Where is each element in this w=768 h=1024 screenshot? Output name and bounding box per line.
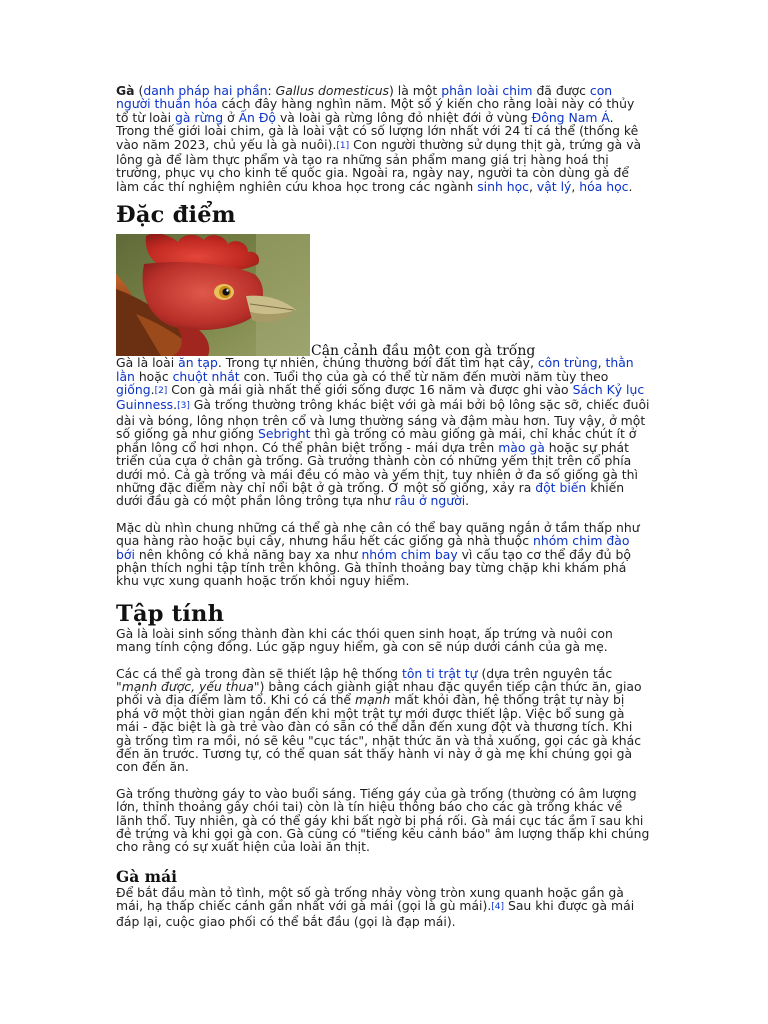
link-sinh-hoc[interactable]: sinh học [477,178,529,194]
link-ton-ti-trat-tu[interactable]: tôn ti trật tự [401,665,478,681]
dac-diem-paragraph-2: Mặc dù nhìn chung những cá thể gà nhẹ cân có thể bay quãng ngắn ở tầm thấp như qua hàng rào hoặc bụi cây, nhưng hầu hết các giống gà nhà thuộc nhóm chim đào bới nên không có khả năng bay xa như nhóm chim bay vì cấu tạo cơ thể đầy đủ bộ phận thích nghi tập tính trên không. Gà thỉnh thoảng bay từng chặp khi khám phá khu vực xung quanh hoặc trốn khỏi nguy hiểm. [116,519,640,589]
link-mao-ga[interactable]: mào gà [498,439,545,455]
link-nhom-chim-dao-boi[interactable]: nhóm chim đào bới [116,533,630,562]
link-danh-phap[interactable]: danh pháp hai phần [143,83,268,98]
link-an-tap[interactable]: ăn tạp [178,355,218,371]
scientific-name: Gallus domesticus [275,83,390,98]
link-nhom-chim-bay[interactable]: nhóm chim bay [361,546,458,562]
link-chuot-nhat[interactable]: chuột nhắt [172,368,240,384]
tap-tinh-paragraph-2: Các cá thể gà trong đàn sẽ thiết lập hệ thống tôn ti trật tự (dựa trên nguyên tắc "mạnh được, yếu thua") bằng cách giành giật nhau đặc quyền tiếp cận thức ăn, giao phối và địa điểm làm tổ. Khi có cá thể mạnh mất khỏi đàn, hệ thống trật tự này bị phá vỡ một thời gian ngắn đến khi một trật tự mới được thiết lập. Việc bổ sung gà mái - đặc biệt là gà trẻ vào đàn có sẵn có thể dẫn đến xung đột và thương tích. Khi gà trống tìm ra mồi, nó sẽ kêu "cục tác", nhặt thức ăn và thả xuống, gọi các gà khác đến ăn trước. Tương tự, có thể quan sát thấy hành vi này ở gà mẹ khi chúng gọi gà con đến ăn. [116,665,642,775]
heading-tap-tinh: Tập tính [116,600,225,627]
heading-dac-diem: Đặc điểm [116,202,236,229]
intro-paragraph: Gà (danh pháp hai phần: Gallus domesticus) là một phân loài chim đã được con người thuần hóa cách đây hàng nghìn năm. Một số ý kiến cho rằng loài này có thủy tổ từ loài gà rừng ở Ấn Độ và loài gà rừng lông đỏ nhiệt đới ở vùng Đông Nam Á. Trong thế giới loài chim, gà là loài vật có số lượng lớn nhất với 24 tỉ cá thể (thống kê vào năm 2023, chủ yếu là gà nuôi).[1] Con người thường sử dụng thịt gà, trứng gà và lông gà để làm thực phẩm và tạo ra những sản phẩm mang giá trị hàng hoá thị trường, phục vụ cho kinh tế quốc gia. Ngoài ra, ngày nay, người ta còn dùng gà để làm các thí nghiệm nghiên cứu khoa học trong các ngành sinh học, vật lý, hóa học. [116,83,642,194]
tap-tinh-paragraph-3: Gà trống thường gáy to vào buổi sáng. Tiếng gáy của gà trống (thường có âm lượng lớn, thỉnh thoảng gây chói tai) còn là tín hiệu thông báo cho các gà trống khác về lãnh thổ. Tuy nhiên, gà có thể gáy khi bất ngờ bị phá rối. Gà mái cục tác ầm ĩ sau khi đẻ trứng và khi gọi gà con. Gà cũng có "tiếng kêu cảnh báo" âm lượng thấp khi chúng cho rằng có sự xuất hiện của loài ăn thịt. [116,785,650,855]
ga-mai-paragraph-1: Để bắt đầu màn tỏ tình, một số gà trống nhảy vòng tròn xung quanh hoặc gần gà mái, hạ thấp chiếc cánh gần nhất với gà mái (gọi là gù mái).[4] Sau khi được gà mái đáp lại, cuộc giao phối có thể bắt đầu (gọi là đạp mái). [116,884,635,929]
link-hoa-hoc[interactable]: hóa học [579,178,629,194]
reference-2[interactable]: [2] [154,386,168,397]
link-con-trung[interactable]: côn trùng [537,355,598,371]
link-sebright[interactable]: Sebright [257,426,311,442]
link-ga-rung[interactable]: gà rừng [175,109,224,125]
link-phan-loai-chim[interactable]: phân loài chim [441,83,533,98]
tap-tinh-paragraph-1: Gà là loài sinh sống thành đàn khi các thói quen sinh hoạt, ấp trứng và nuôi con mang tính cộng đồng. Lúc gặp nguy hiểm, gà con sẽ núp dưới cánh của gà mẹ. [116,625,613,655]
article-term: Gà [116,83,135,98]
link-rau-o-nguoi[interactable]: râu ở người [394,493,466,509]
image-caption: Cận cảnh đầu một con gà trống [311,343,536,360]
link-thuan-hoa[interactable]: con người thuần hóa [116,83,613,112]
reference-4[interactable]: [4] [491,902,505,913]
dac-diem-paragraph-1: Gà là loài ăn tạp. Trong tự nhiên, chúng thường bới đất tìm hạt cây, côn trùng, thằn lằn hoặc chuột nhắt con. Tuổi thọ của gà có thể từ năm đến mười năm tùy theo giống.[2] Con gà mái già nhất thế giới sống được 16 năm và được ghi vào Sách Kỷ lục Guinness.[3] Gà trống thường trông khác biệt với gà mái bởi bộ lông sặc sỡ, chiếc đuôi dài và bóng, lông nhọn trên cổ và lưng thường sáng và đậm màu hơn. Tuy vậy, ở một số giống gà như giống Sebright thì gà trống có màu giống gà mái, chỉ khác chút ít ở phần lông cổ hơi nhọn. Có thể phân biệt trống - mái dựa trên mào gà hoặc sự phát triển của cựa ở chân gà trống. Gà trưởng thành còn có những yếm thịt trên cổ phía dưới mỏ. Cả gà trống và mái đều có mào và yếm thịt, tuy nhiên ở đa số giống gà thì những đặc điểm này chỉ nổi bật ở gà trống. Ở một số giống, xảy ra đột biến khiến dưới đầu gà có một phần lông trông tựa như râu ở người. [116,355,650,509]
article-body [116,84,650,928]
link-an-do[interactable]: Ấn Độ [238,109,277,125]
reference-1[interactable]: [1] [336,140,350,151]
rooster-figure [116,234,650,360]
link-sach-ky-luc[interactable]: Sách Kỷ lục Guinness [116,382,645,413]
link-than-lan[interactable]: thằn lằn [116,355,634,384]
link-dot-bien[interactable]: đột biến [535,479,587,495]
reference-3[interactable]: [3] [177,401,190,412]
link-vat-ly[interactable]: vật lý [536,178,572,194]
link-dong-nam-a[interactable]: Đông Nam Á [531,109,610,125]
rooster-head-image [116,234,310,356]
heading-ga-mai: Gà mái [116,866,178,886]
link-giong[interactable]: giống [116,382,151,398]
